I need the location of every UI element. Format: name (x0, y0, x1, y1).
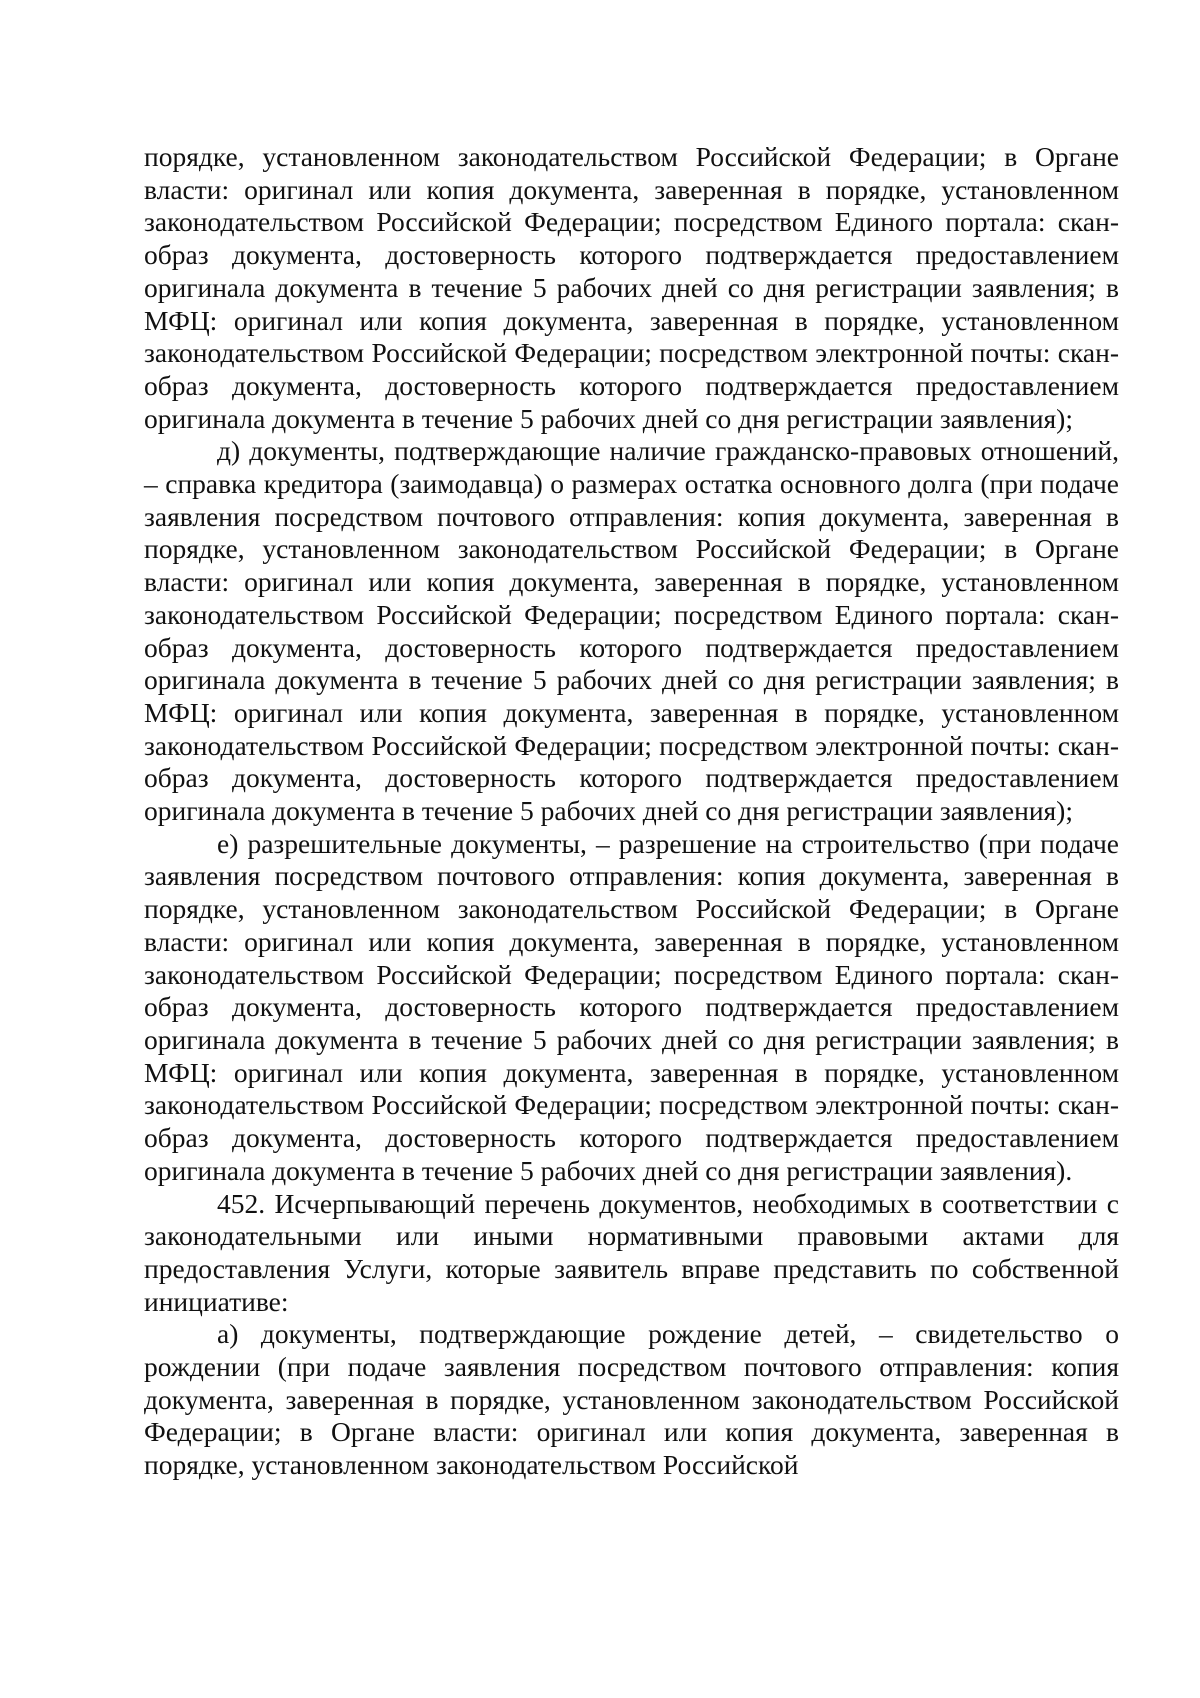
paragraph-item-e: е) разрешительные документы, – разрешение на строительство (при подаче заявления посредством почтового отправления: копия документа, заверенная в порядке, установленном законодательством Российской Федерации; в Органе власти: оригинал или копия документа, заверенная в порядке, установленном законодательством Российской Федерации; посредством Единого портала: скан-образ документа, достоверность которого подтверждается предоставлением оригинала документа в течение 5 рабочих дней со дня регистрации заявления; в МФЦ: оригинал или копия документа, заверенная в порядке, установленном законодательством Российской Федерации; посредством электронной почты: скан-образ документа, достоверность которого подтверждается предоставлением оригинала документа в течение 5 рабочих дней со дня регистрации заявления). (144, 827, 1119, 1186)
paragraph-continuation: порядке, установленном законодательством Российской Федерации; в Органе власти: оригинал или копия документа, заверенная в порядке, установленном законодательством Российской Федерации; посредством Единого портала: скан-образ документа, достоверность которого подтверждается предоставлением оригинала документа в течение 5 рабочих дней со дня регистрации заявления; в МФЦ: оригинал или копия документа, заверенная в порядке, установленном законодательством Российской Федерации; посредством электронной почты: скан-образ документа, достоверность которого подтверждается предоставлением оригинала документа в течение 5 рабочих дней со дня регистрации заявления); (144, 141, 1119, 434)
paragraph-section-452: 452. Исчерпывающий перечень документов, необходимых в соответствии с законодательными или иными нормативными правовыми актами для предоставления Услуги, которые заявитель вправе представить по собственной инициативе: (144, 1187, 1119, 1317)
document-body (144, 141, 1119, 1482)
paragraph-item-d: д) документы, подтверждающие наличие гражданско-правовых отношений, – справка кредитора (заимодавца) о размерах остатка основного долга (при подаче заявления посредством почтового отправления: копия документа, заверенная в порядке, установленном законодательством Российской Федерации; в Органе власти: оригинал или копия документа, заверенная в порядке, установленном законодательством Российской Федерации; посредством Единого портала: скан-образ документа, достоверность которого подтверждается предоставлением оригинала документа в течение 5 рабочих дней со дня регистрации заявления; в МФЦ: оригинал или копия документа, заверенная в порядке, установленном законодательством Российской Федерации; посредством электронной почты: скан-образ документа, достоверность которого подтверждается предоставлением оригинала документа в течение 5 рабочих дней со дня регистрации заявления); (144, 435, 1119, 827)
paragraph-item-a: а) документы, подтверждающие рождение детей, – свидетельство о рождении (при подаче заявления посредством почтового отправления: копия документа, заверенная в порядке, установленном законодательством Российской Федерации; в Органе власти: оригинал или копия документа, заверенная в порядке, установленном законодательством Российской (144, 1318, 1119, 1481)
